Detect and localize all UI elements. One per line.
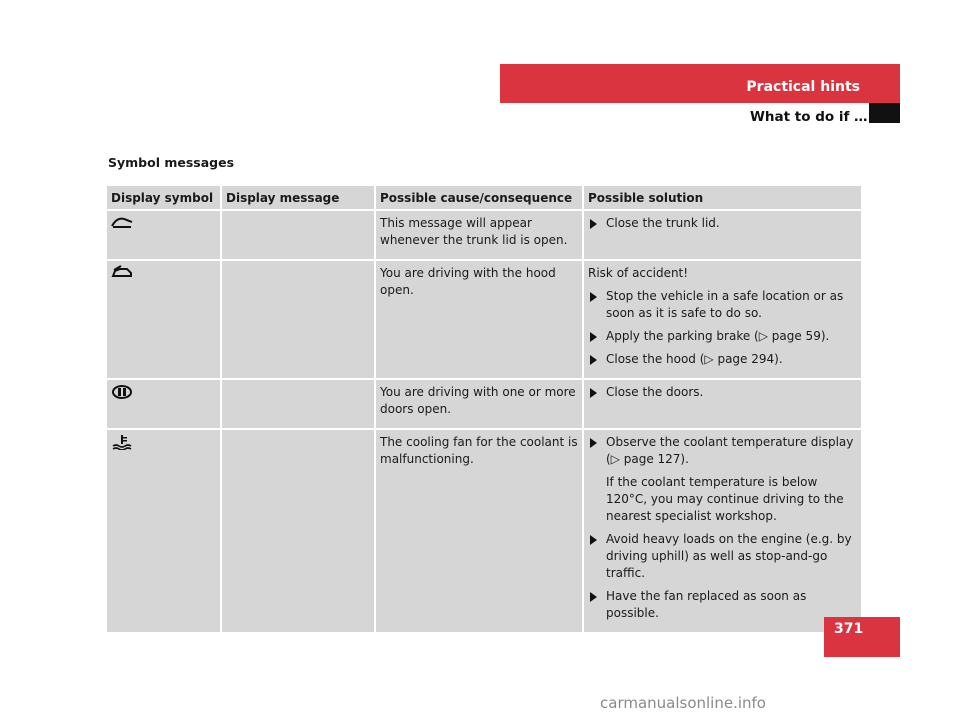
arrow-bullet-icon [590, 592, 597, 602]
hood-open-icon [111, 270, 133, 284]
solution-step-text: Apply the parking brake (▷ page 59). [606, 329, 830, 343]
arrow-bullet-icon [590, 535, 597, 545]
solution-cell [583, 210, 861, 260]
display-symbol-cell [107, 379, 221, 429]
solution-step-text: Have the fan replaced as soon as possible. [606, 589, 807, 620]
table-row [107, 210, 861, 260]
arrow-bullet-icon [590, 388, 597, 398]
symbol-messages-table [107, 186, 861, 632]
column-header: Possible cause/consequence [375, 186, 583, 210]
chapter-title: Practical hints [746, 79, 860, 95]
display-message-cell [221, 210, 375, 260]
watermark: carmanualsonline.info [600, 694, 766, 712]
arrow-bullet-icon [590, 355, 597, 365]
solution-step [588, 351, 857, 368]
cause-cell: The cooling fan for the coolant is malfunctioning. [375, 429, 583, 632]
solution-step-text: Close the trunk lid. [606, 216, 720, 230]
column-header: Display message [221, 186, 375, 210]
table-row [107, 429, 861, 632]
table-row [107, 379, 861, 429]
solution-cell [583, 379, 861, 429]
display-symbol-cell [107, 260, 221, 379]
page-section-title: Symbol messages [108, 155, 235, 170]
trunk-lid-open-icon [111, 220, 133, 234]
coolant-temperature-icon [111, 439, 133, 453]
solution-cell [583, 260, 861, 379]
solution-step [588, 588, 857, 622]
solution-step-text: Avoid heavy loads on the engine (e.g. by driving uphill) as well as stop-and-go traffic. [606, 532, 852, 580]
page-number: 371 [834, 621, 864, 637]
warning-text: Risk of accident! [588, 266, 689, 280]
column-header: Display symbol [107, 186, 221, 210]
table-row [107, 260, 861, 379]
doors-open-icon [111, 389, 133, 403]
solution-step-text: Observe the coolant temperature display (▷ page 127). [606, 435, 854, 466]
solution-step [588, 328, 857, 345]
header-marker [869, 103, 900, 123]
display-message-cell [221, 260, 375, 379]
page-number-box [824, 617, 900, 657]
solution-step [588, 531, 857, 582]
display-message-cell [221, 379, 375, 429]
arrow-bullet-icon [590, 292, 597, 302]
solution-step [588, 384, 857, 401]
header-banner [500, 64, 900, 103]
arrow-bullet-icon [590, 438, 597, 448]
solution-step [588, 215, 857, 232]
column-header: Possible solution [583, 186, 861, 210]
cause-cell: You are driving with the hood open. [375, 260, 583, 379]
solution-step [588, 288, 857, 322]
display-symbol-cell [107, 429, 221, 632]
solution-cell [583, 429, 861, 632]
cause-cell: You are driving with one or more doors open. [375, 379, 583, 429]
section-subtitle: What to do if … [750, 109, 868, 125]
solution-step-text: Close the hood (▷ page 294). [606, 352, 783, 366]
cause-cell: This message will appear whenever the trunk lid is open. [375, 210, 583, 260]
arrow-bullet-icon [590, 219, 597, 229]
display-message-cell [221, 429, 375, 632]
solution-step-text: Stop the vehicle in a safe location or as soon as it is safe to do so. [606, 289, 844, 320]
display-symbol-cell [107, 210, 221, 260]
solution-note: If the coolant temperature is below 120°C, you may continue driving to the nearest specialist workshop. [606, 475, 844, 523]
solution-step-text: Close the doors. [606, 385, 704, 399]
arrow-bullet-icon [590, 332, 597, 342]
table-header-row [107, 186, 861, 210]
solution-step [588, 434, 857, 468]
